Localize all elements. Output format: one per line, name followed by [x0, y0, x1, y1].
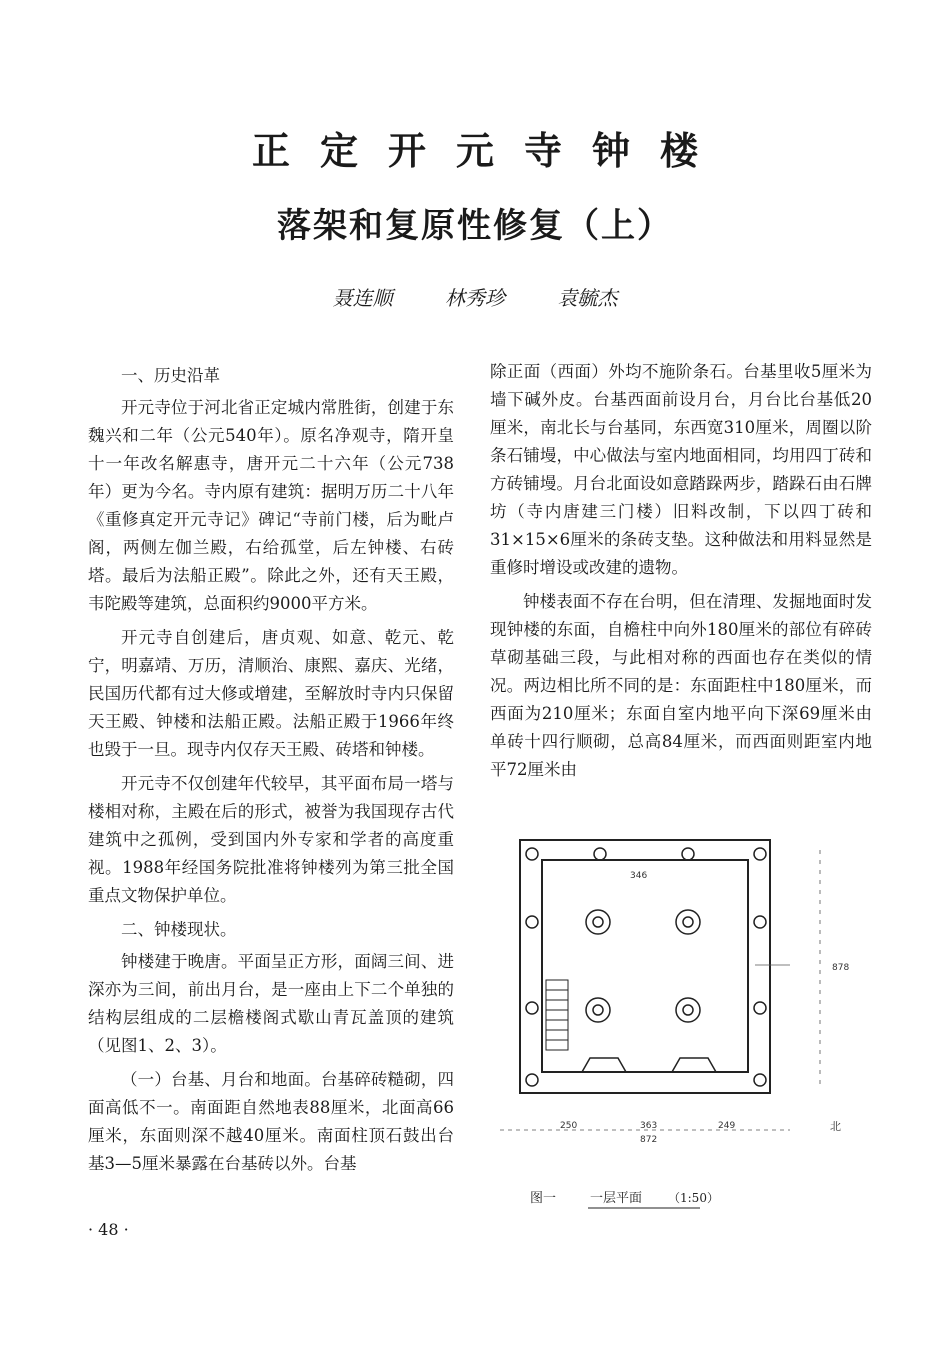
title-line-1: 正定开元寺钟楼: [251, 129, 728, 173]
column-marker: [526, 916, 538, 928]
column-marker: [754, 848, 766, 860]
dim-total: 872: [640, 1135, 658, 1145]
right-paragraph-1: 除正面（西面）外均不施阶条石。台基里收5厘米为墙下碱外皮。台基西面前设月台，月台比台基低20厘米，南北长与台基同，东西宽310厘米，周圈以阶条石铺墁，中心做法与室内地面相同，均用四丁砖和方砖铺墁。月台北面设如意踏跺两步，踏跺石由石牌坊（寺内唐建三门楼）旧料改制，下以四丁砖和31×15×6厘米的条砖支垫。这种做法和用料显然是重修时增设或改建的遗物。: [490, 362, 872, 577]
dim-bottom-1: 250: [560, 1121, 578, 1131]
column-marker: [754, 1002, 766, 1014]
floor-plan-figure: [490, 830, 870, 1220]
section-2-heading: 二、钟楼现状。: [121, 920, 237, 939]
figure-caption-scale: （1:50）: [668, 1191, 719, 1205]
figure-caption-text: 一层平面: [590, 1191, 643, 1206]
interior-column: [586, 998, 610, 1022]
author-2: 林秀珍: [445, 286, 505, 310]
column-marker: [526, 848, 538, 860]
right-column: [490, 358, 872, 790]
column-marker: [526, 1074, 538, 1086]
interior-column: [586, 910, 610, 934]
left-paragraph-4: 钟楼建于晚唐。平面呈正方形，面阔三间、进深亦为三间，前出月台，是一座由上下二个单独的结构层组成的二层檐楼阁式歇山青瓦盖顶的建筑（见图1、2、3）。: [88, 952, 454, 1055]
section-1-heading: 一、历史沿革: [121, 366, 220, 385]
label-north: 北: [830, 1120, 841, 1133]
dim-bottom-3: 249: [718, 1121, 736, 1131]
right-paragraph-2: 钟楼表面不存在台明，但在清理、发掘地面时发现钟楼的东面，自檐柱中向外180厘米的部位有碎砖草砌基础三段，与此相对称的西面也存在类似的情况。两边相比所不同的是：东面距柱中180厘米，而西面为210厘米；东面自室内地平向下深69厘米由单砖十四行顺砌，总高84厘米，而西面则距室内地平72厘米由: [490, 592, 872, 779]
interior-columns: [586, 910, 700, 1022]
left-column: [88, 362, 454, 1184]
floor-plan-drawing: [490, 830, 870, 1220]
column-marker: [526, 1002, 538, 1014]
column-marker: [754, 916, 766, 928]
column-marker: [754, 1074, 766, 1086]
left-paragraph-5: （一）台基、月台和地面。台基碎砖糙砌，四面高低不一。南面距自然地表88厘米，北面高66厘米，东面则深不越40厘米。南面柱顶石鼓出台基3—5厘米暴露在台基砖以外。台基: [88, 1070, 454, 1173]
interior-column: [676, 910, 700, 934]
left-paragraph-3: 开元寺不仅创建年代较早，其平面布局一塔与楼相对称，主殿在后的形式，被誉为我国现存古代建筑中之孤例，受到国内外专家和学者的高度重视。1988年经国务院批准将钟楼列为第三批全国重点文物保护单位。: [88, 774, 454, 905]
dim-right-total: 878: [832, 963, 850, 973]
dim-inner-top: 346: [630, 871, 648, 881]
author-1: 聂连顺: [332, 286, 393, 310]
doors: [582, 1058, 716, 1072]
authors: [0, 282, 950, 311]
interior-column: [676, 998, 700, 1022]
dim-bottom-2: 363: [640, 1121, 658, 1131]
stair: [546, 980, 568, 1050]
inner-wall: [542, 860, 748, 1072]
column-marker: [682, 848, 694, 860]
author-3: 袁毓杰: [557, 286, 618, 310]
figure-caption-label: 图一: [530, 1191, 557, 1206]
column-marker: [594, 848, 606, 860]
left-paragraph-1: 开元寺位于河北省正定城内常胜街，创建于东魏兴和二年（公元540年）。原名净观寺，隋开皇十一年改名解惠寺，唐开元二十六年（公元738年）更为今名。寺内原有建筑：据明万历二十八年《重修真定开元寺记》碑记“寺前门楼，后为毗卢阁，两侧左伽兰殿，右给孤堂，后左钟楼、右砖塔。最后为法船正殿”。除此之外，还有天王殿，韦陀殿等建筑，总面积约9000平方米。: [88, 398, 454, 613]
left-paragraph-2: 开元寺自创建后，唐贞观、如意、乾元、乾宁，明嘉靖、万历，清顺治、康熙、嘉庆、光绪，民国历代都有过大修或增建，至解放时寺内只保留天王殿、钟楼和法船正殿。法船正殿于1966年终也毁于一旦。现寺内仅存天王殿、砖塔和钟楼。: [88, 628, 454, 759]
page-number: · 48 ·: [88, 1220, 129, 1239]
title-line-2: 落架和复原性修复（上）: [277, 206, 673, 246]
